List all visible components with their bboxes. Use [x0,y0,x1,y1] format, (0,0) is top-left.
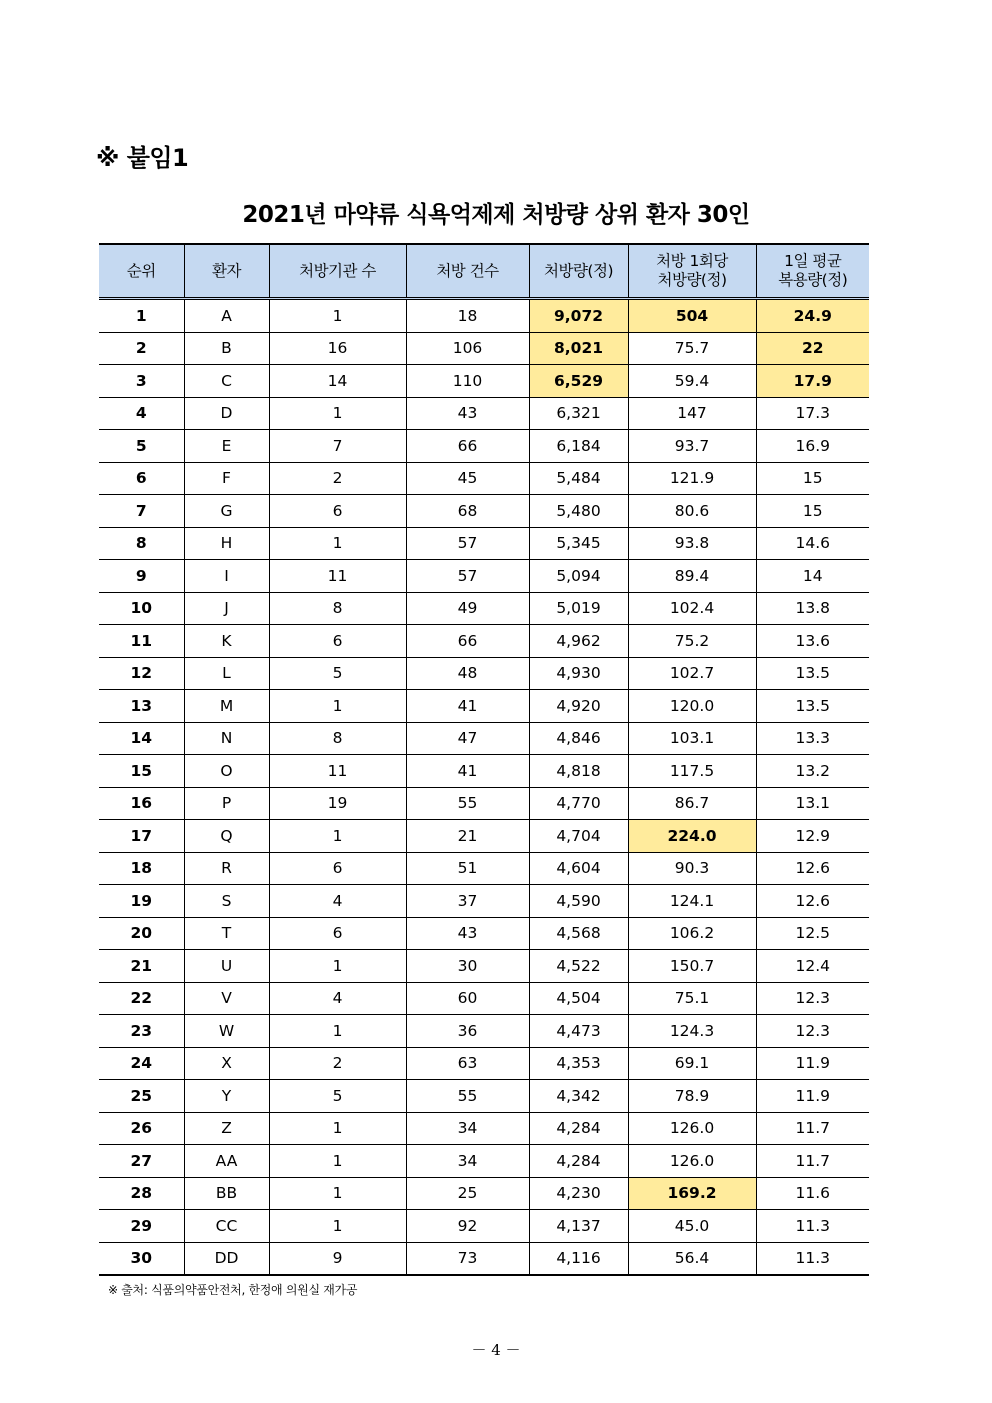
cell-patient: BB [184,1177,269,1210]
cell-amount-per-prescription: 126.0 [628,1145,756,1178]
cell-patient: W [184,1015,269,1048]
cell-amount-per-prescription: 150.7 [628,950,756,983]
cell-amount-per-prescription: 75.1 [628,982,756,1015]
cell-amount-per-prescription: 102.7 [628,657,756,690]
table-row [99,527,869,560]
table-row [99,820,869,853]
source-note: ※ 출처: 식품의약품안전처, 한정애 의원실 재가공 [108,1283,358,1297]
cell-patient: CC [184,1210,269,1243]
cell-prescription-amount: 4,704 [529,820,628,853]
cell-amount-per-prescription: 69.1 [628,1047,756,1080]
cell-daily-average-dose: 11.9 [756,1047,869,1080]
cell-prescription-count: 47 [406,722,529,755]
cell-rank: 22 [99,982,184,1015]
cell-amount-per-prescription: 45.0 [628,1210,756,1243]
prescription-table [99,243,869,1276]
cell-prescription-count: 68 [406,495,529,528]
cell-patient: J [184,592,269,625]
table-row [99,1080,869,1113]
cell-institution-count: 5 [269,1080,406,1113]
cell-prescription-count: 66 [406,625,529,658]
cell-prescription-amount: 4,353 [529,1047,628,1080]
cell-rank: 4 [99,397,184,430]
cell-patient: L [184,657,269,690]
cell-daily-average-dose: 11.6 [756,1177,869,1210]
cell-institution-count: 8 [269,722,406,755]
cell-prescription-count: 63 [406,1047,529,1080]
cell-institution-count: 6 [269,917,406,950]
cell-prescription-count: 34 [406,1112,529,1145]
cell-patient: Z [184,1112,269,1145]
cell-institution-count: 9 [269,1242,406,1275]
cell-rank: 5 [99,430,184,463]
cell-rank: 3 [99,365,184,398]
table-row [99,787,869,820]
cell-daily-average-dose: 16.9 [756,430,869,463]
cell-prescription-count: 30 [406,950,529,983]
cell-prescription-count: 92 [406,1210,529,1243]
cell-rank: 28 [99,1177,184,1210]
cell-rank: 11 [99,625,184,658]
table-row [99,722,869,755]
cell-rank: 19 [99,885,184,918]
cell-institution-count: 1 [269,527,406,560]
cell-rank: 2 [99,332,184,365]
cell-prescription-count: 57 [406,527,529,560]
cell-prescription-count: 21 [406,820,529,853]
table-row [99,397,869,430]
cell-rank: 20 [99,917,184,950]
cell-rank: 1 [99,299,184,333]
cell-amount-per-prescription: 106.2 [628,917,756,950]
table-row [99,430,869,463]
cell-institution-count: 2 [269,462,406,495]
cell-daily-average-dose: 13.5 [756,690,869,723]
table-row [99,1242,869,1275]
cell-patient: M [184,690,269,723]
table-row [99,1015,869,1048]
cell-amount-per-prescription: 169.2 [628,1177,756,1210]
cell-rank: 30 [99,1242,184,1275]
cell-rank: 6 [99,462,184,495]
cell-amount-per-prescription: 56.4 [628,1242,756,1275]
cell-rank: 25 [99,1080,184,1113]
cell-amount-per-prescription: 504 [628,299,756,333]
cell-institution-count: 1 [269,1210,406,1243]
cell-prescription-count: 73 [406,1242,529,1275]
cell-prescription-amount: 4,284 [529,1112,628,1145]
cell-prescription-count: 41 [406,690,529,723]
cell-institution-count: 7 [269,430,406,463]
cell-patient: G [184,495,269,528]
cell-amount-per-prescription: 80.6 [628,495,756,528]
cell-institution-count: 1 [269,299,406,333]
cell-patient: V [184,982,269,1015]
cell-amount-per-prescription: 147 [628,397,756,430]
cell-prescription-amount: 4,818 [529,755,628,788]
cell-amount-per-prescription: 93.7 [628,430,756,463]
cell-prescription-count: 60 [406,982,529,1015]
table-row [99,917,869,950]
cell-daily-average-dose: 13.6 [756,625,869,658]
cell-daily-average-dose: 12.5 [756,917,869,950]
cell-prescription-count: 48 [406,657,529,690]
cell-daily-average-dose: 11.3 [756,1242,869,1275]
table-row [99,560,869,593]
cell-prescription-count: 51 [406,852,529,885]
cell-patient: X [184,1047,269,1080]
table-row [99,592,869,625]
column-header-daily-average-dose: 1일 평균 복용량(정) [756,244,869,299]
cell-patient: R [184,852,269,885]
cell-institution-count: 1 [269,1015,406,1048]
cell-prescription-count: 106 [406,332,529,365]
cell-institution-count: 1 [269,1112,406,1145]
cell-prescription-count: 41 [406,755,529,788]
cell-amount-per-prescription: 93.8 [628,527,756,560]
cell-rank: 23 [99,1015,184,1048]
cell-prescription-amount: 4,473 [529,1015,628,1048]
cell-daily-average-dose: 13.1 [756,787,869,820]
column-header-prescription-amount: 처방량(정) [529,244,628,299]
table-row [99,625,869,658]
table-row [99,462,869,495]
cell-prescription-count: 57 [406,560,529,593]
table-row [99,982,869,1015]
cell-rank: 15 [99,755,184,788]
cell-patient: K [184,625,269,658]
cell-prescription-amount: 4,116 [529,1242,628,1275]
cell-institution-count: 6 [269,495,406,528]
cell-rank: 13 [99,690,184,723]
column-header-amount-per-prescription: 처방 1회당 처방량(정) [628,244,756,299]
table-header-row [99,244,869,299]
cell-daily-average-dose: 12.6 [756,885,869,918]
attachment-heading: ※ 붙임1 [96,144,189,172]
column-header-institution-count: 처방기관 수 [269,244,406,299]
cell-amount-per-prescription: 124.3 [628,1015,756,1048]
cell-institution-count: 2 [269,1047,406,1080]
cell-prescription-amount: 6,321 [529,397,628,430]
cell-daily-average-dose: 17.3 [756,397,869,430]
cell-patient: B [184,332,269,365]
cell-amount-per-prescription: 121.9 [628,462,756,495]
cell-institution-count: 19 [269,787,406,820]
cell-daily-average-dose: 13.3 [756,722,869,755]
cell-patient: Y [184,1080,269,1113]
cell-patient: S [184,885,269,918]
cell-rank: 10 [99,592,184,625]
cell-prescription-amount: 6,529 [529,365,628,398]
cell-prescription-amount: 6,184 [529,430,628,463]
cell-prescription-amount: 4,568 [529,917,628,950]
cell-prescription-count: 25 [406,1177,529,1210]
column-header-prescription-count: 처방 건수 [406,244,529,299]
cell-prescription-amount: 4,920 [529,690,628,723]
cell-prescription-count: 34 [406,1145,529,1178]
cell-patient: F [184,462,269,495]
cell-patient: T [184,917,269,950]
page-number: － 4 － [471,1341,521,1359]
cell-prescription-amount: 4,230 [529,1177,628,1210]
cell-patient: D [184,397,269,430]
cell-rank: 17 [99,820,184,853]
cell-prescription-count: 43 [406,917,529,950]
cell-prescription-amount: 4,504 [529,982,628,1015]
cell-rank: 8 [99,527,184,560]
cell-prescription-amount: 4,604 [529,852,628,885]
cell-institution-count: 14 [269,365,406,398]
cell-prescription-amount: 5,480 [529,495,628,528]
cell-institution-count: 4 [269,885,406,918]
table-row [99,690,869,723]
table-row [99,1112,869,1145]
cell-patient: DD [184,1242,269,1275]
cell-amount-per-prescription: 89.4 [628,560,756,593]
table-row [99,657,869,690]
cell-patient: A [184,299,269,333]
cell-rank: 29 [99,1210,184,1243]
cell-prescription-amount: 5,094 [529,560,628,593]
column-header-rank: 순위 [99,244,184,299]
cell-daily-average-dose: 22 [756,332,869,365]
cell-daily-average-dose: 15 [756,495,869,528]
table-row [99,1177,869,1210]
cell-prescription-count: 55 [406,1080,529,1113]
cell-rank: 21 [99,950,184,983]
cell-rank: 27 [99,1145,184,1178]
cell-daily-average-dose: 17.9 [756,365,869,398]
cell-daily-average-dose: 11.7 [756,1145,869,1178]
cell-daily-average-dose: 12.6 [756,852,869,885]
table-row [99,885,869,918]
cell-institution-count: 1 [269,820,406,853]
table-row [99,1210,869,1243]
cell-daily-average-dose: 13.8 [756,592,869,625]
cell-rank: 7 [99,495,184,528]
cell-prescription-amount: 9,072 [529,299,628,333]
table-row [99,1145,869,1178]
cell-daily-average-dose: 12.3 [756,982,869,1015]
cell-institution-count: 6 [269,852,406,885]
cell-prescription-count: 66 [406,430,529,463]
cell-patient: H [184,527,269,560]
cell-patient: U [184,950,269,983]
cell-institution-count: 11 [269,755,406,788]
table-row [99,1047,869,1080]
cell-prescription-amount: 4,962 [529,625,628,658]
cell-prescription-amount: 4,590 [529,885,628,918]
table-row [99,332,869,365]
cell-institution-count: 11 [269,560,406,593]
cell-amount-per-prescription: 102.4 [628,592,756,625]
table-row [99,950,869,983]
table-body [99,299,869,1276]
cell-patient: N [184,722,269,755]
cell-patient: Q [184,820,269,853]
cell-prescription-amount: 4,770 [529,787,628,820]
cell-institution-count: 1 [269,950,406,983]
cell-prescription-amount: 4,342 [529,1080,628,1113]
cell-institution-count: 1 [269,1177,406,1210]
cell-rank: 12 [99,657,184,690]
table-row [99,755,869,788]
cell-prescription-amount: 5,019 [529,592,628,625]
cell-prescription-count: 43 [406,397,529,430]
table-row [99,852,869,885]
cell-institution-count: 6 [269,625,406,658]
cell-amount-per-prescription: 103.1 [628,722,756,755]
cell-daily-average-dose: 14 [756,560,869,593]
cell-amount-per-prescription: 75.2 [628,625,756,658]
cell-daily-average-dose: 12.3 [756,1015,869,1048]
cell-patient: C [184,365,269,398]
cell-prescription-amount: 5,484 [529,462,628,495]
cell-patient: E [184,430,269,463]
cell-prescription-amount: 8,021 [529,332,628,365]
cell-daily-average-dose: 14.6 [756,527,869,560]
cell-amount-per-prescription: 224.0 [628,820,756,853]
cell-prescription-count: 36 [406,1015,529,1048]
table-row [99,495,869,528]
cell-rank: 14 [99,722,184,755]
cell-institution-count: 5 [269,657,406,690]
cell-institution-count: 16 [269,332,406,365]
cell-amount-per-prescription: 59.4 [628,365,756,398]
table-row [99,299,869,333]
cell-prescription-amount: 4,284 [529,1145,628,1178]
cell-daily-average-dose: 13.2 [756,755,869,788]
cell-patient: P [184,787,269,820]
cell-amount-per-prescription: 86.7 [628,787,756,820]
cell-daily-average-dose: 24.9 [756,299,869,333]
cell-amount-per-prescription: 75.7 [628,332,756,365]
table-row [99,365,869,398]
cell-prescription-amount: 4,930 [529,657,628,690]
cell-rank: 18 [99,852,184,885]
cell-institution-count: 1 [269,1145,406,1178]
cell-prescription-amount: 4,137 [529,1210,628,1243]
cell-prescription-count: 110 [406,365,529,398]
cell-rank: 9 [99,560,184,593]
table-title: 2021년 마약류 식욕억제제 처방량 상위 환자 30인 [242,202,750,228]
cell-amount-per-prescription: 117.5 [628,755,756,788]
cell-daily-average-dose: 13.5 [756,657,869,690]
cell-institution-count: 1 [269,690,406,723]
column-header-patient: 환자 [184,244,269,299]
cell-rank: 24 [99,1047,184,1080]
cell-prescription-count: 37 [406,885,529,918]
cell-patient: I [184,560,269,593]
cell-prescription-amount: 4,522 [529,950,628,983]
cell-daily-average-dose: 11.7 [756,1112,869,1145]
cell-prescription-amount: 5,345 [529,527,628,560]
cell-prescription-count: 45 [406,462,529,495]
cell-amount-per-prescription: 90.3 [628,852,756,885]
cell-amount-per-prescription: 124.1 [628,885,756,918]
cell-daily-average-dose: 15 [756,462,869,495]
cell-amount-per-prescription: 126.0 [628,1112,756,1145]
cell-daily-average-dose: 11.9 [756,1080,869,1113]
cell-amount-per-prescription: 120.0 [628,690,756,723]
cell-daily-average-dose: 11.3 [756,1210,869,1243]
cell-institution-count: 1 [269,397,406,430]
cell-rank: 26 [99,1112,184,1145]
cell-institution-count: 4 [269,982,406,1015]
cell-patient: AA [184,1145,269,1178]
cell-prescription-amount: 4,846 [529,722,628,755]
cell-prescription-count: 55 [406,787,529,820]
cell-daily-average-dose: 12.4 [756,950,869,983]
cell-rank: 16 [99,787,184,820]
cell-daily-average-dose: 12.9 [756,820,869,853]
cell-prescription-count: 18 [406,299,529,333]
cell-prescription-count: 49 [406,592,529,625]
cell-patient: O [184,755,269,788]
cell-amount-per-prescription: 78.9 [628,1080,756,1113]
cell-institution-count: 8 [269,592,406,625]
